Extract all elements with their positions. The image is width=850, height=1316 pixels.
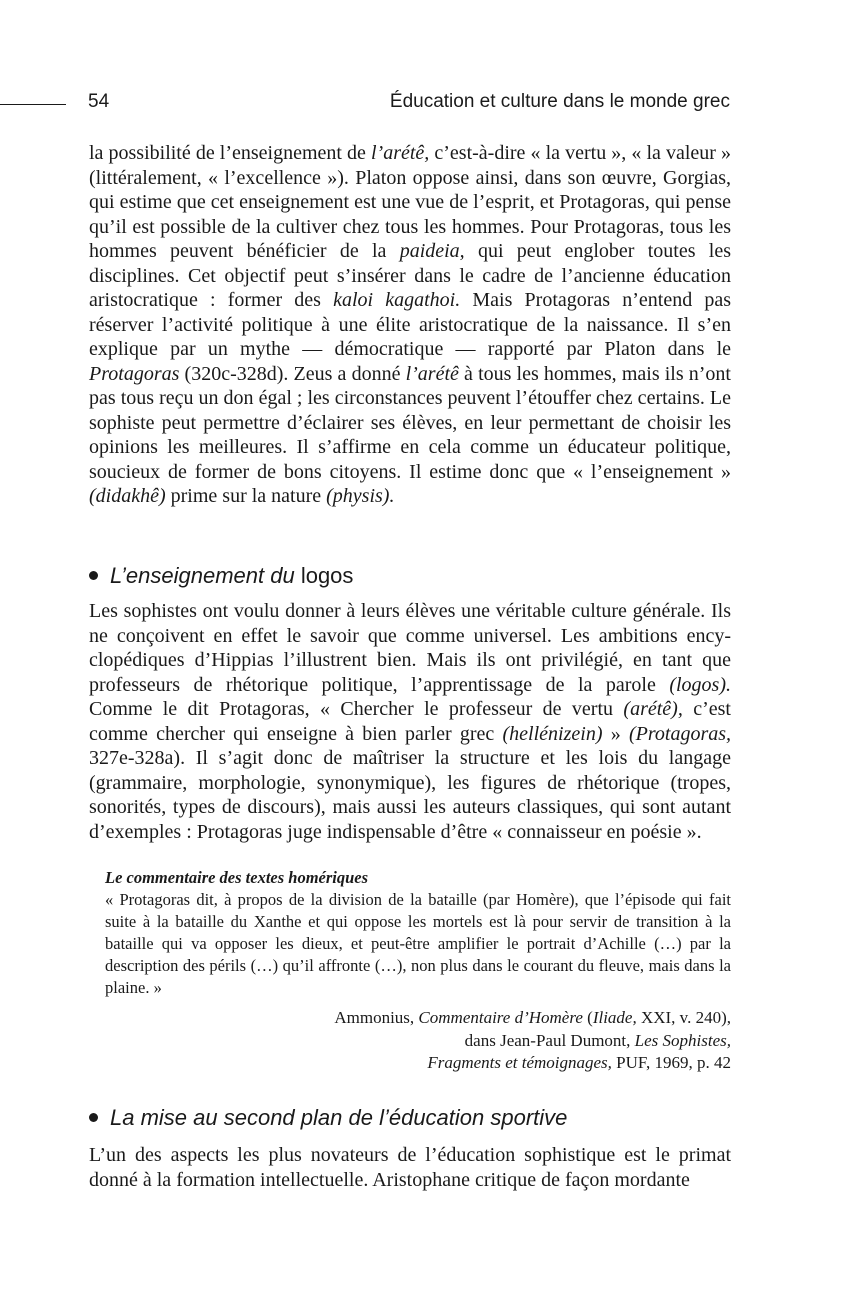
header-rule bbox=[0, 104, 66, 105]
section-heading-sport: La mise au second plan de l’éducation sportive bbox=[89, 1104, 749, 1132]
quote-box bbox=[105, 867, 731, 1075]
paragraph-sport: L’un des aspects les plus novateurs de l’éducation sophistique est le primat donné à la formation intellectuelle. Aristophane critique de façon mordante bbox=[89, 1144, 731, 1191]
section-heading-logos: L’enseignement du logos bbox=[89, 562, 749, 590]
paragraph-logos: Les sophistes ont voulu donner à leurs élèves une véritable culture générale. Ils ne conçoivent en effet le savoir que comme universel. Les ambitions encyclopédiques d’Hippias l’illustrent bien. Mais ils ont privilégié, en tant que professeurs de rhétorique politique, l’apprentissage de la parole (logos). Comme le dit Protagoras, « Chercher le professeur de vertu (arétê), c’est comme chercher qui enseigne à bien parler grec (hellénizein) » (Protagoras, 327e-328a). Il s’agit donc de maîtriser la structure et les lois du langage (grammaire, morphologie, synonymique), les figures de rhétorique (tropes, sonorités, types de discours), mais aussi les auteurs classiques, qui sont autant d’exemples : Protagoras juge indispensable d’être « connaisseur en poésie ». bbox=[89, 600, 732, 843]
running-title: Éducation et culture dans le monde grec bbox=[389, 91, 730, 112]
bullet-icon bbox=[89, 1113, 98, 1122]
bullet-icon bbox=[89, 571, 98, 580]
quote-text: « Protagoras dit, à propos de la division de la bataille (par Homère), que l’épisode qui fait suite à la bataille du Xanthe et qui oppose les mortels est là pour servir de transition à la bataille qui va opposer les dieux, et peut-être amplifier le portrait d’Achille (…) par la description des périls (…) qu’il affronte (…), non plus dans le courant du fleuve, mais dans la plaine. » bbox=[105, 890, 731, 997]
paragraph-arete: la possibilité de l’enseignement de l’arétê, c’est-à-dire « la vertu », « la valeur » (littéralement, « l’excellence »). Platon oppose ainsi, dans son œuvre, Gorgias, qui estime que cet enseignement est une vue de l’esprit, et Protagoras, qui pense qu’il est possible de la cultiver chez tous les hommes. Pour Protagoras, tous les hommes peuvent bénéficier de la paideia, qui peut englober toutes les disciplines. Cet objectif peut s’insérer dans le cadre de l’ancienne éducation aristocratique : former des kaloi kagathoi. Mais Protagoras n’entend pas réserver l’activité politique à une élite aristocratique de la naissance. Il s’en explique par un mythe — démocratique — rapporté par Platon dans le Protagoras (320c-328d). Zeus a donné l’arétê à tous les hommes, mais ils n’ont pas tous reçu un don égal ; les circonstances peuvent l’étouffer chez certains. Le sophiste peut permettre d’éclairer ses élèves, en leur permettant de choisir les opinions les meilleures. Il s’affirme en cela comme un éducateur politique, soucieux de former de bons citoyens. Il estime donc que « l’enseignement » (didakhê) prime sur la nature (physis). bbox=[89, 142, 732, 507]
quote-citation: Ammonius, Commentaire d’Homère (Iliade, XXI, v. 240), dans Jean-Paul Dumont, Les Sophistes, Fragments et témoignages, PUF, 1969, p. 42 bbox=[334, 1008, 731, 1072]
quote-title: Le commentaire des textes homériques bbox=[105, 868, 369, 887]
page-number: 54 bbox=[88, 91, 110, 112]
